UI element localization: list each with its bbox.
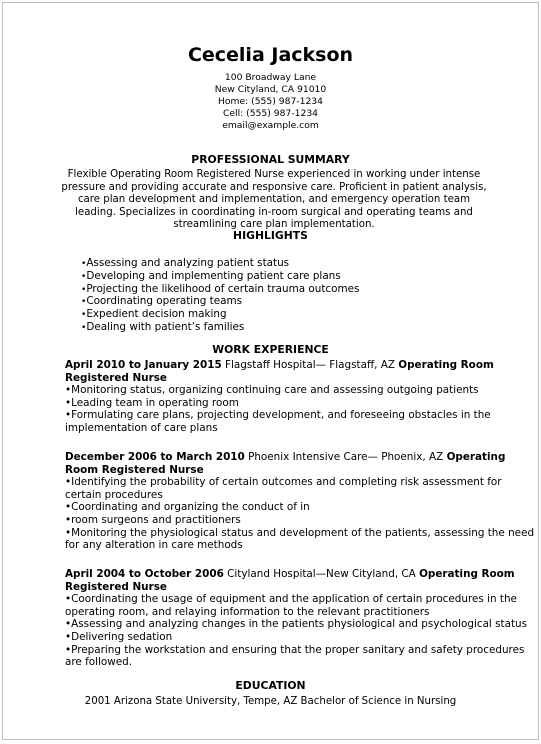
bullet-icon: • [65,618,72,631]
duty-text: Preparing the workstation and ensuring that the proper sanitary and safety procedures are followed. [65,643,525,669]
bullet-icon: • [81,310,87,321]
job-dates: April 2010 to January 2015 [65,359,222,371]
bullet-icon: • [65,513,72,526]
address-line: 100 Broadway Lane [224,72,317,83]
highlights-heading: HIGHLIGHTS [233,229,308,242]
job-role: Operating Room Registered Nurse [65,568,515,593]
job-dates: December 2006 to March 2010 [65,451,245,463]
bullet-icon: • [65,476,72,489]
summary-heading: PROFESSIONAL SUMMARY [191,153,350,166]
job-header [65,451,541,476]
home-phone: Home: (555) 987-1234 [217,96,323,107]
bullet-icon: • [65,593,72,606]
duty-list [65,476,541,552]
duty-text: Monitoring the physiological status and development of the patients, assessing the need for any alteration in care methods [65,526,535,552]
bullet-icon: • [65,630,72,643]
list-item [81,283,381,296]
resume-page [2,2,539,740]
duty-text: Delivering sedation [71,630,173,643]
list-item [81,308,381,321]
list-item [81,321,381,334]
cell-phone: Cell: (555) 987-1234 [222,108,319,119]
job-role: Operating Room Registered Nurse [65,359,494,384]
duty-text: Formulating care plans, projecting development, and foreseeing obstacles in the implementation of care plans [65,409,491,434]
bullet-icon: • [81,271,87,282]
highlight-text: Developing and implementing patient care plans [86,269,341,282]
bullet-icon: • [65,384,72,397]
list-item [65,409,541,434]
list-item [65,527,541,552]
email-line: email@example.com [222,120,319,131]
job-header [65,359,541,384]
list-item [81,257,381,270]
job-dates: April 2004 to October 2006 [65,568,224,580]
bullet-icon: • [65,526,72,539]
job-employer: Flagstaff Hospital— Flagstaff, AZ [221,359,399,371]
experience-heading: WORK EXPERIENCE [212,343,329,356]
list-item [81,295,381,308]
list-item [65,593,541,618]
bullet-icon: • [65,409,72,422]
candidate-name: Cecelia Jackson [187,44,354,66]
bullet-icon: • [65,501,72,514]
duty-text: Coordinating and organizing the conduct of in [71,501,310,514]
duty-list [65,384,541,434]
list-item [65,397,541,410]
list-item [65,514,541,527]
list-item [65,476,541,501]
education-entry: 2001 Arizona State University, Tempe, AZ Bachelor of Science in Nursing [84,696,457,707]
summary-text: Flexible Operating Room Registered Nurse experienced in working under intense pressure and providing accurate and responsive care. Proficient in patient analysis, care plan development and implementation, and emergency operation team leading. Specializes in coordinating in-room surgical and operating teams and streamlining care plan implementation. [61,169,487,231]
duty-list [65,593,541,669]
duty-text: Assessing and analyzing changes in the patients physiological and psychological status [71,618,528,631]
job-role: Operating Room Registered Nurse [65,451,506,476]
list-item [81,270,381,283]
duty-text: Coordinating the usage of equipment and the application of certain procedures in the operating room, and relaying information to the relevant practitioners [65,593,517,618]
job-employer: Cityland Hospital—New Cityland, CA [223,568,420,580]
list-item [65,631,541,644]
duty-text: Monitoring status, organizing continuing care and assessing outgoing patients [71,384,479,397]
highlight-text: Projecting the likelihood of certain trauma outcomes [86,282,360,295]
highlight-text: Dealing with patient’s families [86,320,245,333]
duty-text: Leading team in operating room [71,396,239,409]
job-entry [65,359,541,435]
list-item [65,618,541,631]
list-item [65,644,541,669]
job-header [65,568,541,593]
highlight-text: Expedient decision making [86,308,227,321]
bullet-icon: • [81,322,87,333]
highlights-list [81,257,381,334]
highlight-text: Assessing and analyzing patient status [86,257,290,269]
highlight-text: Coordinating operating teams [86,295,243,308]
list-item [65,384,541,397]
job-employer: Phoenix Intensive Care— Phoenix, AZ [244,451,447,463]
bullet-icon: • [65,643,72,656]
bullet-icon: • [81,284,87,295]
job-entry [65,568,541,669]
duty-text: Identifying the probability of certain outcomes and completing risk assessment for certain procedures [65,476,502,501]
education-heading: EDUCATION [235,679,306,692]
bullet-icon: • [65,396,72,409]
city-line: New Cityland, CA 91010 [214,84,327,95]
job-entry [65,451,541,552]
bullet-icon: • [81,259,87,269]
contact-block [3,72,538,132]
list-item [65,501,541,514]
duty-text: room surgeons and practitioners [71,513,241,526]
bullet-icon: • [81,297,87,308]
